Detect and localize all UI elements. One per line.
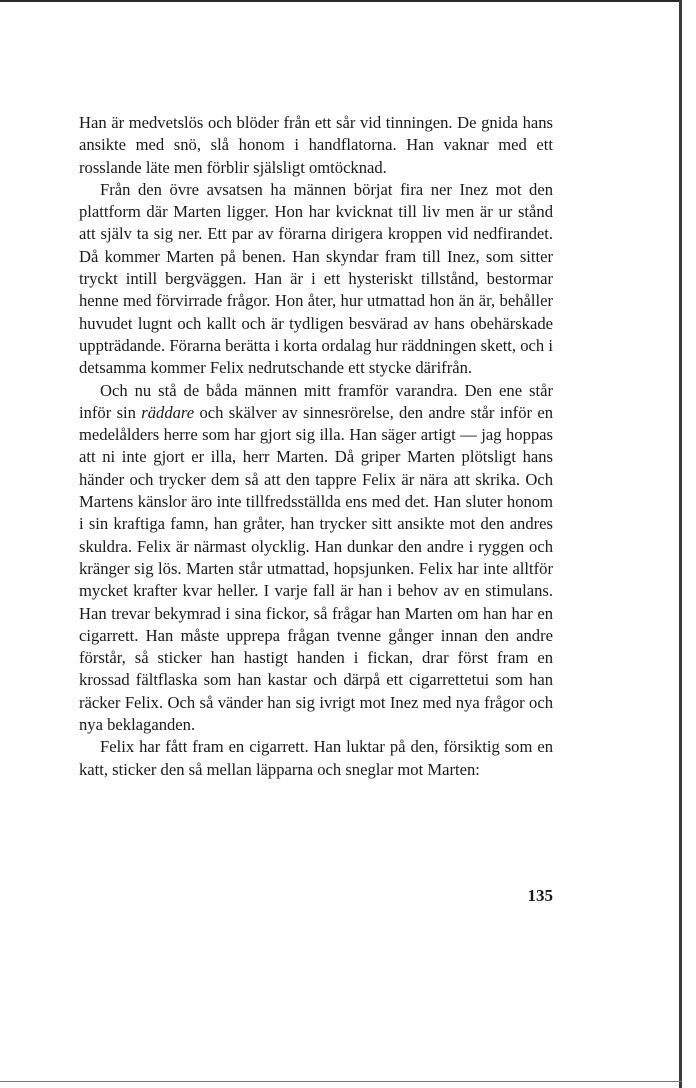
- paragraph: [79, 179, 553, 380]
- paragraph-text: och skälver av sinnesrörelse, den andre står inför en medelålders herre som har gjort sig illa. Han säger artigt — jag hoppas att ni inte gjort er illa, herr Marten. Då griper Marten plötsligt hans händer och trycker dem så att den tappre Felix är nära att skrika. Och Martens känslor äro inte tillfredsställda ens med det. Han sluter honom i sin kraftiga famn, han gråter, han trycker sitt ansikte mot den andres skuldra. Felix är närmast olycklig. Han dunkar den andre i ryggen och kränger sig lös. Marten står utmattad, hopsjunken. Felix har inte alltför mycket krafter kvar heller. I varje fall är han i behov av en stimulans. Han trevar bekymrad i sina fickor, så frågar han Marten om han har en cigarrett. Han måste upprepa frågan tvenne gånger innan den andre förstår, så sticker han hastigt handen i fickan, drar först fram en krossad fältflaska som han kastar och därpå ett cigarrettetui som han räcker Felix. Och så vänder han sig ivrigt mot Inez med nya frågor och nya beklaganden.: [79, 402, 553, 735]
- paragraph-text: Han är medvetslös och blöder från ett sår vid tinningen. De gnida hans ansikte med snö, slå honom i handflatorna. Han vaknar med ett rosslande läte men förblir själsligt omtöcknad.: [79, 113, 553, 177]
- body-text: [79, 112, 553, 781]
- page-edge-right: [679, 0, 682, 1088]
- paragraph-text: Och nu stå de båda männen mitt framför varandra. Den ene står inför sin: [79, 380, 553, 422]
- paragraph: [79, 112, 553, 179]
- paragraph: [79, 736, 553, 781]
- emphasized-word: räddare: [141, 402, 195, 422]
- paragraph-text: Felix har fått fram en cigarrett. Han luktar på den, försiktig som en katt, sticker den så mellan läpparna och sneglar mot Marten:: [79, 737, 553, 779]
- paragraph-text: Från den övre avsatsen ha männen börjat fira ner Inez mot den plattform där Marten ligger. Hon har kvicknat till liv men är ur stånd att själv ta sig ner. Ett par av förarna dirigera kroppen vid nedfirandet. Då kommer Marten på benen. Han skyndar fram till Inez, som sitter tryckt intill bergväggen. Han är i ett hysteriskt tillstånd, bestormar henne med förvirrade frågor. Hon åter, hur utmattad hon än är, behåller huvudet lugnt och kallt och är tydligen besvärad av hans obehärskade uppträdande. Förarna berätta i korta ordalag hur räddningen skett, och i detsamma kommer Felix nedrutschande ett stycke därifrån.: [79, 179, 553, 378]
- page-edge-top: [0, 0, 682, 2]
- page-number: 135: [527, 886, 553, 905]
- paragraph: [79, 380, 553, 737]
- page-edge-bottom: [0, 1081, 682, 1082]
